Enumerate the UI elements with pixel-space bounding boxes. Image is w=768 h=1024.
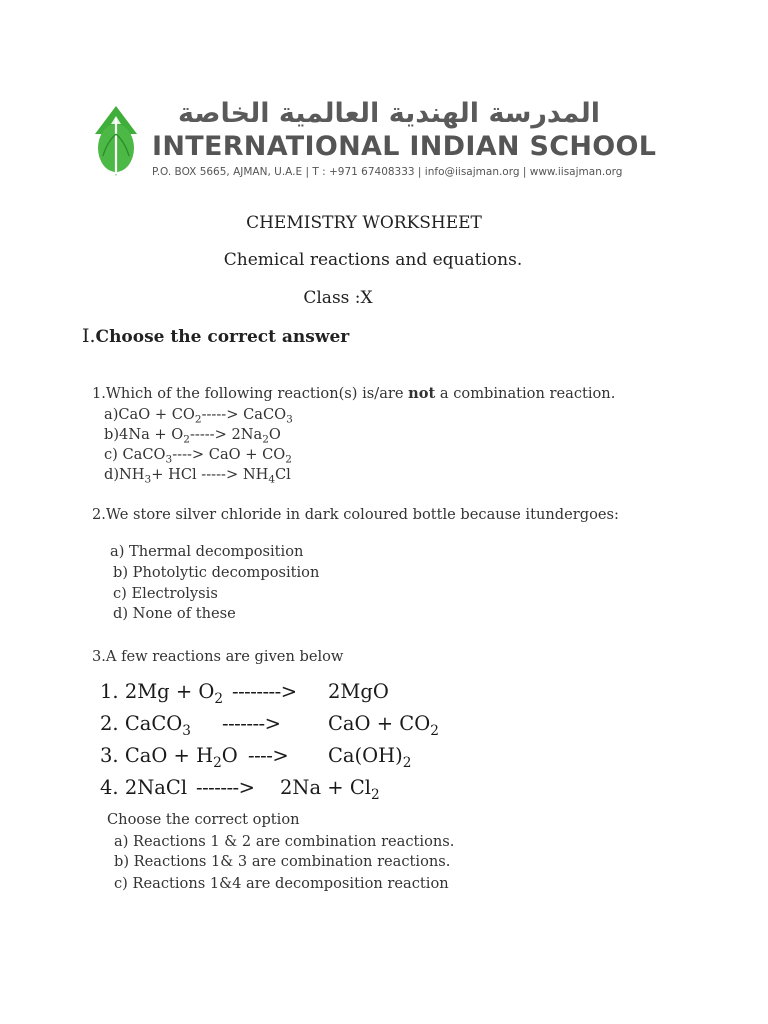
question-1-stem [92,385,615,402]
q3-option-a: a) Reactions 1 & 2 are combination reactions. [114,833,455,850]
q1-option-c: c) CaCO$_3$----> CaO + $CO_2$ [104,446,292,466]
q1-option-a: $a)CaO + CO_2----->$ CaCO$_3$ [104,406,293,426]
q3-prompt: Choose the correct option [107,811,300,828]
q3-option-b: b) Reactions 1& 3 are combination reactions. [114,853,451,870]
reaction-2: 2. CaCO$_3$ [100,712,191,739]
section-number: I. [82,325,96,347]
q2-option-a: a) Thermal decomposition [110,543,304,560]
reaction-3-product: $Ca(OH)_2$ [328,744,412,771]
section-heading [82,325,349,347]
reaction-3: 3. CaO + $H_2O$ [100,744,238,771]
school-name-english: INTERNATIONAL INDIAN SCHOOL [152,131,657,162]
section-heading-text: Choose the correct answer [95,327,350,347]
reaction-1-arrow: --------> [232,680,297,703]
q1-option-d: $d)NH_3+$ HCl -----> $NH_4Cl$ [104,466,291,486]
q1-stem-emphasis: not [408,385,436,402]
question-2-stem: 2.We store silver chloride in dark coloured bottle because itundergoes: [92,506,619,523]
reaction-1: 1. $2Mg + O_2$ [100,680,224,707]
worksheet-subtitle: Chemical reactions and equations. [223,250,523,270]
school-logo-icon [93,104,139,176]
q3-option-c: c) Reactions 1&4 are decomposition reaction [114,875,449,892]
reaction-3-arrow: ----> [248,744,289,767]
q2-option-c: c) Electrolysis [113,585,218,602]
school-name-arabic: المدرسة الهندية العالمية الخاصة [178,98,600,129]
worksheet-title: CHEMISTRY WORKSHEET [246,213,482,233]
q2-option-b: b) Photolytic decomposition [113,564,320,581]
q1-option-b: $b)4Na + O_2-----> 2Na_2O$ [104,426,281,446]
q2-option-d: d) None of these [113,605,236,622]
reaction-1-product: 2MgO [328,680,389,703]
reaction-2-arrow: -------> [222,712,281,735]
reaction-4-product: $2Na + Cl_2$ [280,776,380,803]
reaction-2-product: CaO + $CO_2$ [328,712,439,739]
q1-stem-text-end: a combination reaction. [435,385,616,402]
school-contact-line: P.O. BOX 5665, AJMAN, U.A.E | T : +971 67408333 | info@iisajman.org | www.iisajman.org [152,166,623,178]
reaction-4: 4. 2NaCl [100,776,188,799]
reaction-4-arrow: -------> [196,776,255,799]
question-3-stem: 3.A few reactions are given below [92,648,344,665]
class-label: Class :X [303,288,373,308]
q1-stem-text: 1.Which of the following reaction(s) is/are [92,385,409,402]
